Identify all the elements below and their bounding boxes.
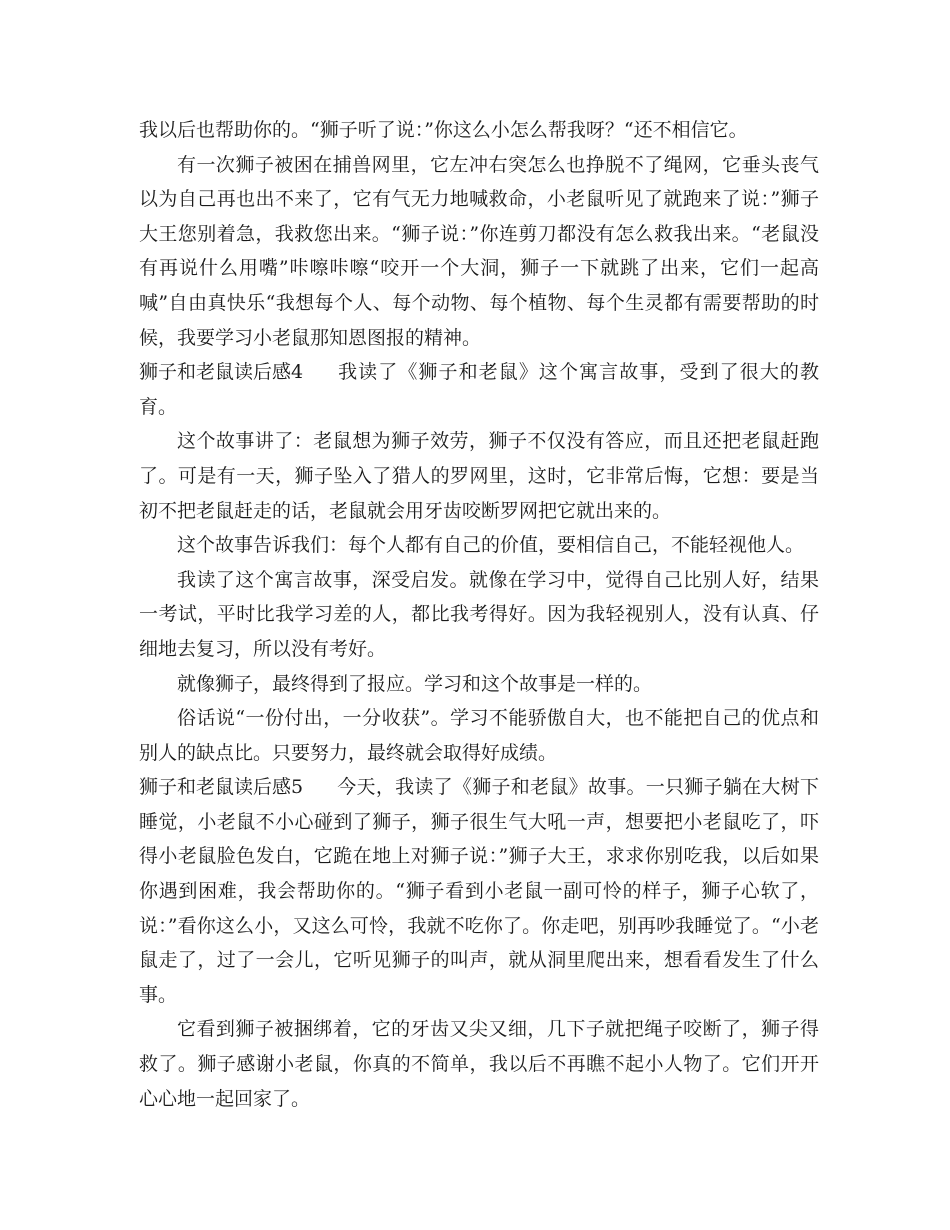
paragraph-8: 它看到狮子被捆绑着，它的牙齿又尖又细，几下子就把绳子咬断了，狮子得救了。狮子感谢小老鼠，你真的不简单，我以后不再瞧不起小人物了。它们开开心心地一起回家了。 — [139, 1018, 819, 1110]
section-title-4: 狮子和老鼠读后感4 — [139, 361, 304, 384]
paragraph-3: 这个故事讲了：老鼠想为狮子效劳，狮子不仅没有答应，而且还把老鼠赶跑了。可是有一天，狮子坠入了猎人的罗网里，这时，它非常后悔，它想：要是当初不把老鼠赶走的话，老鼠就会用牙齿咬断罗网把它就出来的。 — [139, 430, 819, 522]
paragraph-5: 我读了这个寓言故事，深受启发。就像在学习中，觉得自己比别人好，结果一考试，平时比我学习差的人，都比我考得好。因为我轻视别人，没有认真、仔细地去复习，所以没有考好。 — [139, 568, 819, 660]
section-intro-4: 我读了《狮子和老鼠》这个寓言故事，受到了很大的教育。 — [139, 361, 819, 418]
paragraph-6: 就像狮子，最终得到了报应。学习和这个故事是一样的。 — [177, 672, 653, 695]
section-heading-5 — [139, 770, 819, 1012]
paragraph-2: 有一次狮子被困在捕兽网里，它左冲右突怎么也挣脱不了绳网，它垂头丧气以为自己再也出不来了，它有气无力地喊救命，小老鼠听见了就跑来了说：”狮子大王您别着急，我救您出来。“狮子说：”你连剪刀都没有怎么救我出来。“老鼠没有再说什么用嘴”咔嚓咔嚓“咬开一个大洞，狮子一下就跳了出来，它们一起高喊”自由真快乐“我想每个人、每个动物、每个植物、每个生灵都有需要帮助的时候，我要学习小老鼠那知恩图报的精神。 — [139, 153, 819, 349]
paragraph-7: 俗话说“一份付出，一分收获”。学习不能骄傲自大，也不能把自己的优点和别人的缺点比。只要努力，最终就会取得好成绩。 — [139, 707, 819, 764]
section-heading-4 — [139, 355, 819, 424]
paragraph-1: 我以后也帮助你的。“狮子听了说：”你这么小怎么帮我呀？“还不相信它。 — [139, 119, 748, 141]
section-intro-5: 今天，我读了《狮子和老鼠》故事。一只狮子躺在大树下睡觉，小老鼠不小心碰到了狮子，狮子很生气大吼一声，想要把小老鼠吃了，吓得小老鼠脸色发白，它跪在地上对狮子说：”狮子大王，求求你别吃我，以后如果你遇到困难，我会帮助你的。“狮子看到小老鼠一副可怜的样子，狮子心软了，说：”看你这么小，又这么可怜，我就不吃你了。你走吧，别再吵我睡觉了。“小老鼠走了，过了一会儿，它听见狮子的叫声，就从洞里爬出来，想看看发生了什么事。 — [139, 776, 819, 1006]
document-body — [139, 113, 819, 1116]
section-title-5: 狮子和老鼠读后感5 — [139, 776, 304, 799]
paragraph-4: 这个故事告诉我们：每个人都有自己的价值，要相信自己，不能轻视他人。 — [177, 534, 805, 557]
